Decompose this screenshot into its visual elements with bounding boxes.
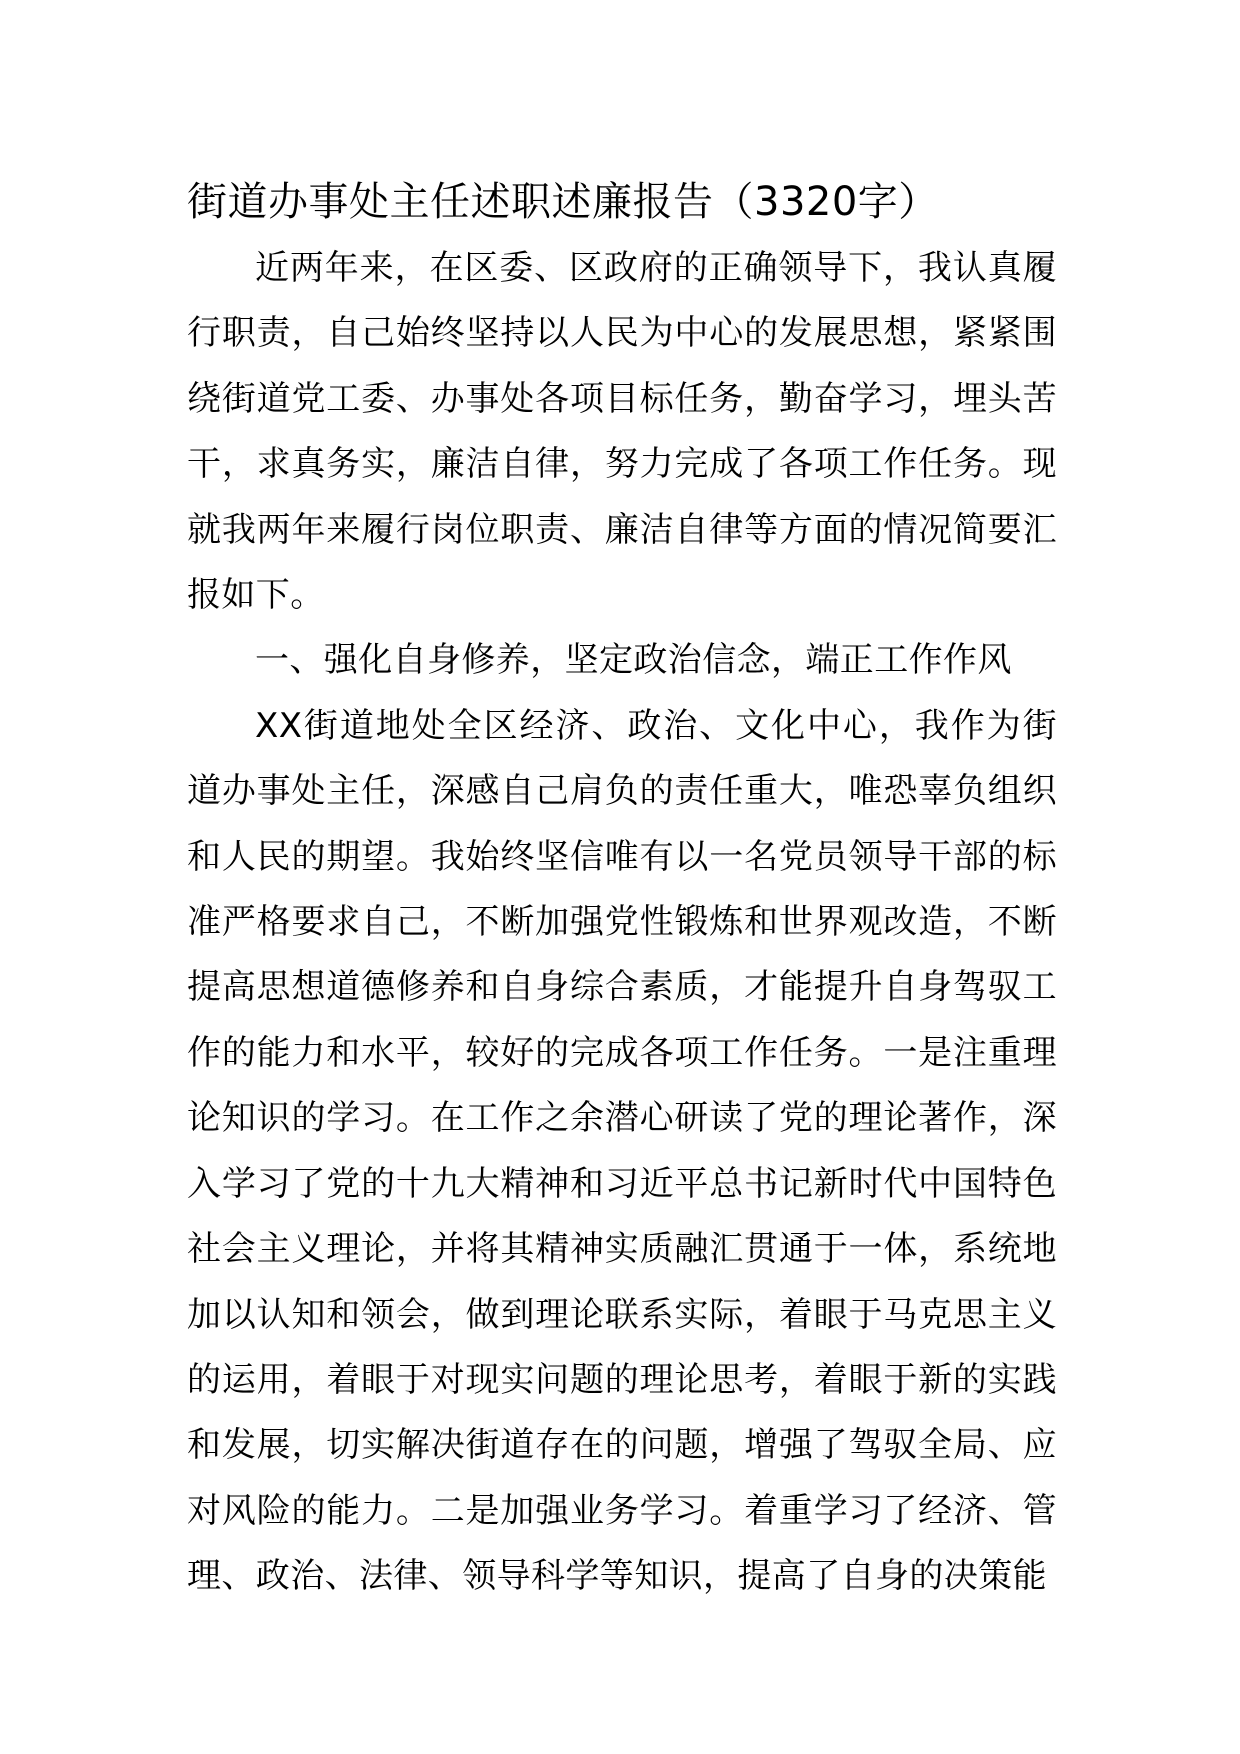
section-1-paragraph: XX街道地处全区经济、政治、文化中心，我作为街道办事处主任，深感自己肩负的责任重大，唯恐辜负组织和人民的期望。我始终坚信唯有以一名党员领导干部的标准严格要求自己，不断加强党性锻炼和世界观改造，不断提高思想道德修养和自身综合素质，才能提升自身驾驭工作的能力和水平，较好的完成各项工作任务。一是注重理论知识的学习。在工作之余潜心研读了党的理论著作，深入学习了党的十九大精神和习近平总书记新时代中国特色社会主义理论，并将其精神实质融汇贯通于一体，系统地加以认知和领会，做到理论联系实际，着眼于马克思主义的运用，着眼于对现实问题的理论思考，着眼于新的实践和发展，切实解决街道存在的问题，增强了驾驭全局、应对风险的能力。二是加强业务学习。着重学习了经济、管理、政治、法律、领导科学等知识，提高了自身的决策能 <box>187 705 1057 1597</box>
document-title: 街道办事处主任述职述廉报告（3320字） <box>187 179 939 225</box>
section-1-heading: 一、强化自身修养，坚定政治信念，端正工作作风 <box>255 640 1012 681</box>
document-content <box>187 168 1057 1610</box>
intro-paragraph: 近两年来，在区委、区政府的正确领导下，我认真履行职责，自己始终坚持以人民为中心的发展思想，紧紧围绕街道党工委、办事处各项目标任务，勤奋学习，埋头苦干，求真务实，廉洁自律，努力完成了各项工作任务。现就我两年来履行岗位职责、廉洁自律等方面的情况简要汇报如下。 <box>187 248 1057 616</box>
